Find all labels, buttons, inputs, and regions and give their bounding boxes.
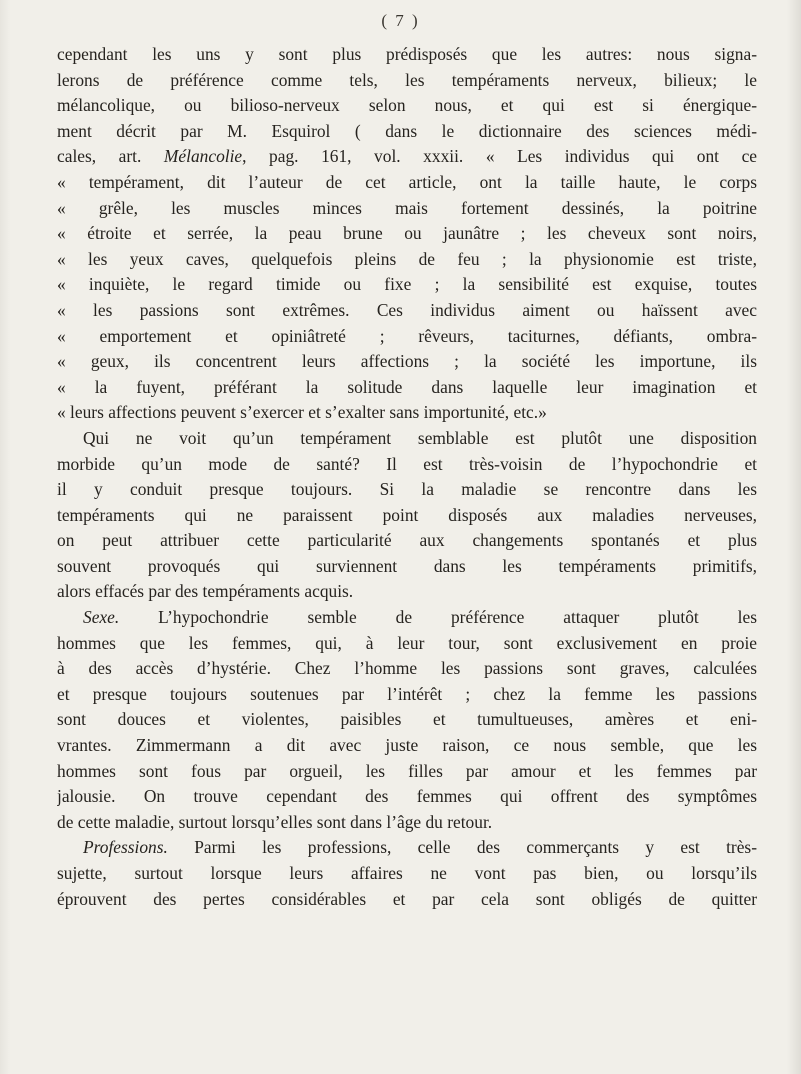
text-line: éprouvent des pertes considérables et par cela sont obligés de quitter: [57, 888, 757, 909]
page-edge-shadow: [787, 0, 801, 1074]
text-line: jalousie. On trouve cependant des femmes qui offrent des symptômes: [57, 786, 757, 807]
quote-line: « leurs affections peuvent s’exercer et s’exalter sans importunité, etc.»: [57, 402, 547, 423]
quote-line: « emportement et opiniâtreté ; rêveurs, taciturnes, défiants, ombra-: [57, 325, 757, 346]
text-segment: , pag. 161, vol. xxxii. « Les individus qui ont ce: [242, 146, 757, 167]
text-line: on peut attribuer cette particularité aux changements spontanés et plus: [57, 530, 757, 551]
page-gutter-shadow: [0, 0, 10, 1074]
text-line: ment décrit par M. Esquirol ( dans le dictionnaire des sciences médi-: [57, 120, 757, 141]
quote-line: « les yeux caves, quelquefois pleins de feu ; la physionomie est triste,: [57, 248, 757, 269]
text-line: cependant les uns y sont plus prédisposés que les autres: nous signa-: [57, 44, 757, 64]
text-line: hommes sont fous par orgueil, les filles par amour et les femmes par: [57, 760, 757, 781]
text-line: [57, 605, 757, 631]
text-line: hommes que les femmes, qui, à leur tour, sont exclusivement en proie: [57, 632, 757, 653]
text-segment: cales, art.: [57, 146, 142, 167]
body-text: [57, 42, 757, 912]
text-line: souvent provoqués qui surviennent dans les tempéraments primitifs,: [57, 555, 757, 576]
page-number: ( 7 ): [381, 11, 420, 30]
text-segment: Parmi les professions, celle des commerçants y est très-: [167, 837, 757, 858]
text-line: de cette maladie, surtout lorsqu’elles sont dans l’âge du retour.: [57, 811, 493, 832]
quote-line: « tempérament, dit l’auteur de cet article, ont la taille haute, le corps: [57, 171, 757, 192]
text-line: mélancolique, ou bilioso-nerveux selon nous, et qui est si énergique-: [57, 95, 757, 116]
text-line: et presque toujours soutenues par l’intérêt ; chez la femme les passions: [57, 683, 757, 704]
italic-term: Mélancolie: [163, 146, 243, 167]
quote-line: « geux, ils concentrent leurs affections ; la société les importune, ils: [57, 351, 757, 372]
text-segment: L’hypochondrie semble de préférence attaquer plutôt les: [119, 607, 757, 628]
quote-line: « les passions sont extrêmes. Ces individus aiment ou haïssent avec: [57, 299, 757, 320]
text-line: à des accès d’hystérie. Chez l’homme les passions sont graves, calculées: [57, 658, 757, 679]
text-line: vrantes. Zimmermann a dit avec juste raison, ce nous semble, que les: [57, 735, 757, 756]
text-line: sujette, surtout lorsque leurs affaires ne vont pas bien, ou lorsqu’ils: [57, 863, 757, 883]
text-line: il y conduit presque toujours. Si la maladie se rencontre dans les: [57, 479, 757, 500]
quote-line: « inquiète, le regard timide ou fixe ; la sensibilité est exquise, toutes: [57, 274, 757, 295]
quote-line: « la fuyent, préférant la solitude dans laquelle leur imagination et: [57, 376, 757, 397]
text-line: Qui ne voit qu’un tempérament semblable est plutôt une disposition: [83, 427, 757, 448]
section-heading-sexe: Sexe.: [83, 607, 120, 628]
text-line: lerons de préférence comme tels, les tempéraments nerveux, bilieux; le: [57, 69, 757, 90]
text-line: sont douces et violentes, paisibles et tumultueuses, amères et eni-: [57, 709, 757, 730]
text-line: [57, 144, 757, 170]
text-line: tempéraments qui ne paraissent point disposés aux maladies nerveuses,: [57, 504, 757, 525]
text-line: morbide qu’un mode de santé? Il est très-voisin de l’hypochondrie et: [57, 453, 757, 474]
text-line: [57, 835, 757, 861]
quote-line: « étroite et serrée, la peau brune ou jaunâtre ; les cheveux sont noirs,: [57, 223, 757, 244]
text-line: alors effacés par des tempéraments acquis.: [57, 581, 354, 602]
section-heading-professions: Professions.: [83, 837, 168, 858]
quote-line: « grêle, les muscles minces mais fortement dessinés, la poitrine: [57, 197, 757, 218]
